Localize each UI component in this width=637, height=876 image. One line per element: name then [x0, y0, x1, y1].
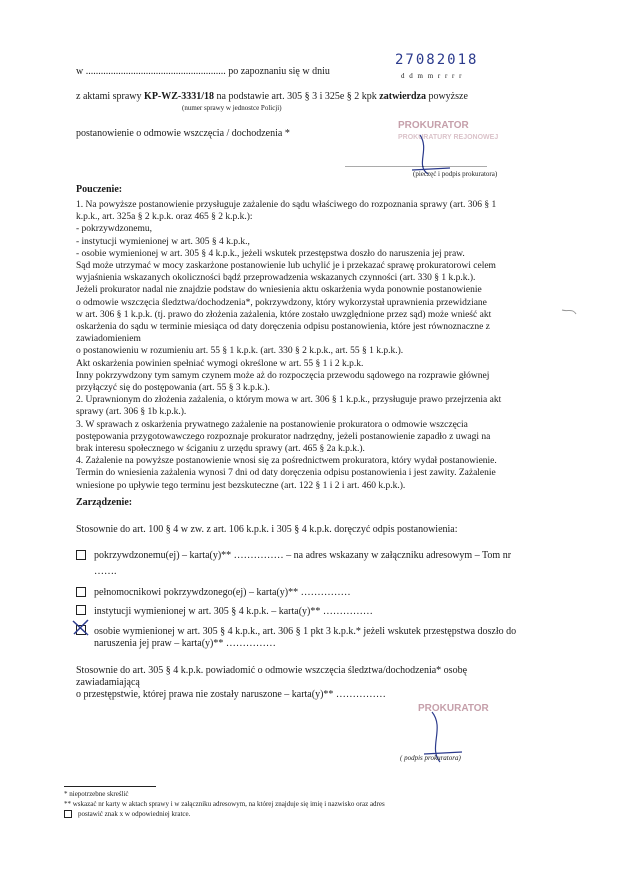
header-line2	[76, 91, 468, 102]
margin-mark	[560, 300, 580, 330]
signature-caption-bottom: ( podpis prokuratora)	[400, 754, 461, 762]
pouczenie-line: - osobie wymienionej w art. 305 § 4 k.p.k., jeżeli wskutek przestępstwa doszło do naruszenia jej praw.	[76, 248, 465, 259]
legal-basis: na podstawie art. 305 § 3 i 325e § 2 kpk	[216, 91, 377, 102]
pouczenie-line: przyłączyć się do postępowania (art. 55 § 3 k.p.k.).	[76, 383, 270, 394]
header-line1: w ........................................................ po zapoznaniu się w dniu	[76, 66, 330, 77]
pouczenie-line: 4. Zażalenie na powyższe postanowienie wnosi się za pośrednictwem prokuratora, który wydał postanowienie.	[76, 456, 497, 467]
pouczenie-line: wyjaśnienia wskazanych okoliczności bądź przeprowadzenia wskazanych czynności (art. 330 § 1 k.p.k.).	[76, 273, 476, 284]
pouczenie-line: postępowania przygotowawczego rozpoznaje prokurator nadrzędny, jeżeli postanowienie zapadło z uwagi na	[76, 431, 491, 442]
date-handwritten: 27082018	[395, 52, 479, 68]
notify-line1: Stosownie do art. 305 § 4 k.p.k. powiadomić o odmowie wszczęcia śledztwa/dochodzenia* osobę	[76, 665, 468, 676]
signature-caption-top: (pieczęć i podpis prokuratora)	[413, 170, 498, 178]
pouczenie-line: Inny pokrzywdzony tym samym czynem może aż do rozpoczęcia przewodu sądowego na rozprawie głównej	[76, 370, 490, 381]
approve-word: zatwierdza	[379, 91, 426, 102]
pouczenie-line: sprawy (art. 306 § 1b k.p.k.).	[76, 407, 187, 418]
footnote-1: * niepotrzebne skreślić	[64, 790, 129, 798]
checkbox-x-mark	[70, 618, 92, 638]
pouczenie-line: zawiadomieniem	[76, 334, 141, 345]
checkbox-pokrzywdzony[interactable]	[76, 550, 86, 560]
pouczenie-line: oskarżenia do sądu w terminie miesiąca od daty doręczenia odpisu postanowienia, które jest równoznaczne z	[76, 322, 490, 333]
option-osoba-cont: naruszenia jej praw – karta(y)** ……………	[94, 638, 276, 649]
pouczenie-line: Termin do wniesienia zażalenia wynosi 7 dni od daty doręczenia odpisu postanowienia i jest zawity. Zażalenie	[76, 468, 496, 479]
pouczenie-line: Akt oskarżenia powinien spełniać wymogi określone w art. 55 § 1 i 2 k.p.k.	[76, 358, 364, 369]
option-pelnomocnik-label: pełnomocnikowi pokrzywdzonego(ej) – karta(y)** ……………	[94, 587, 351, 598]
case-number: KP-WZ-3331/18	[144, 91, 215, 102]
pouczenie-line: 1. Na powyższe postanowienie przysługuje zażalenie do sądu właściwego do rozpoznania sprawy (art. 306 § 1	[76, 200, 497, 210]
pouczenie-line: w art. 306 § 1 k.p.k. (tj. prawo do złożenia zażalenia, które zostało uwzględnione przez sąd) może wnieść akt	[76, 309, 492, 320]
notify-line2: zawiadamiającą	[76, 677, 140, 688]
pouczenie-line: Jeżeli prokurator nadal nie znajdzie podstaw do wniesienia aktu oskarżenia wyda ponownie postanowienie	[76, 285, 482, 296]
pouczenie-line: Sąd może utrzymać w mocy zaskarżone postanowienie lub uchylić je i przekazać sprawę prokuratorowi celem	[76, 261, 496, 272]
option-pokrzywdzony-cont: …….	[94, 566, 117, 577]
pouczenie-line: k.p.k., art. 325a § 2 k.p.k. oraz 465 § 2 k.p.k.):	[76, 212, 253, 223]
date-format-hint: d d m m r r r r	[401, 72, 463, 80]
zarzadzenie-heading: Zarządzenie:	[76, 497, 133, 508]
option-osoba-label: osobie wymienionej w art. 305 § 4 k.p.k., art. 306 § 1 pkt 3 k.p.k.* jeżeli wskutek przestępstwa doszło do	[94, 626, 517, 637]
stamp-top-sub: PROKURATURY REJONOWEJ	[398, 134, 499, 141]
pouczenie-line: - instytucji wymienionej w art. 305 § 4 k.p.k.,	[76, 236, 250, 247]
pouczenie-heading: Pouczenie:	[76, 184, 123, 195]
pouczenie-line: o postanowieniu w rozumieniu art. 55 § 1 k.p.k. (art. 330 § 2 k.p.k., art. 55 § 1 k.p.k.).	[76, 346, 404, 357]
pouczenie-line: brak interesu społecznego w ściganiu z urzędu sprawy (art. 465 § 2a k.p.k.).	[76, 444, 365, 455]
case-note: (numer sprawy w jednostce Policji)	[182, 104, 282, 112]
pouczenie-line: 2. Uprawnionym do złożenia zażalenia, o którym mowa w art. 306 § 1 k.p.k., przysługuje prawo przejrzenia akt	[76, 395, 502, 406]
decision-title: postanowienie o odmowie wszczęcia / dochodzenia *	[76, 128, 290, 139]
checkbox-instytucja[interactable]	[76, 605, 86, 615]
footnote-2: ** wskazać nr karty w aktach sprawy i w załączniku adresowym, na której znajduje się imię i nazwisko oraz adres	[64, 800, 385, 808]
signature-line-top: .......................................................................	[345, 160, 487, 169]
checkbox-pelnomocnik[interactable]	[76, 587, 86, 597]
case-prefix: z aktami sprawy	[76, 91, 142, 102]
option-pokrzywdzony-label: pokrzywdzonemu(ej) – karta(y)** …………… – na adres wskazany w załączniku adresowym – Tom nr	[94, 550, 512, 561]
notify-line3: o przestępstwie, której prawa nie zostały naruszone – karta(y)** ……………	[76, 689, 386, 700]
footnote-3: postawić znak x w odpowiedniej kratce.	[78, 810, 191, 818]
pouczenie-line: - pokrzywdzonemu,	[76, 224, 152, 235]
pouczenie-body	[76, 199, 501, 492]
stamp-top-title: PROKURATOR	[398, 120, 469, 131]
case-suffix: powyższe	[428, 91, 468, 102]
stamp-bottom: PROKURATOR	[418, 703, 489, 714]
footnote-divider	[64, 786, 156, 787]
pouczenie-line: o odmowie wszczęcia śledztwa/dochodzenia*, pokrzywdzony, który wykorzystał uprawnienia przewidziane	[76, 297, 487, 308]
pouczenie-line: wniesione po upływie tego terminu jest bezskuteczne (art. 122 § 1 i 2 i art. 460 k.p.k.).	[76, 480, 406, 491]
pouczenie-line: 3. W sprawach z oskarżenia prywatnego zażalenie na postanowienie prokuratora o odmowie wszczęcia	[76, 419, 468, 430]
footnote-box-icon	[64, 810, 72, 818]
option-instytucja-label: instytucji wymienionej w art. 305 § 4 k.p.k. – karta(y)** ……………	[94, 606, 373, 617]
zarzadzenie-intro: Stosownie do art. 100 § 4 w zw. z art. 106 k.p.k. i 305 § 4 k.p.k. doręczyć odpis postanowienia:	[76, 524, 458, 535]
